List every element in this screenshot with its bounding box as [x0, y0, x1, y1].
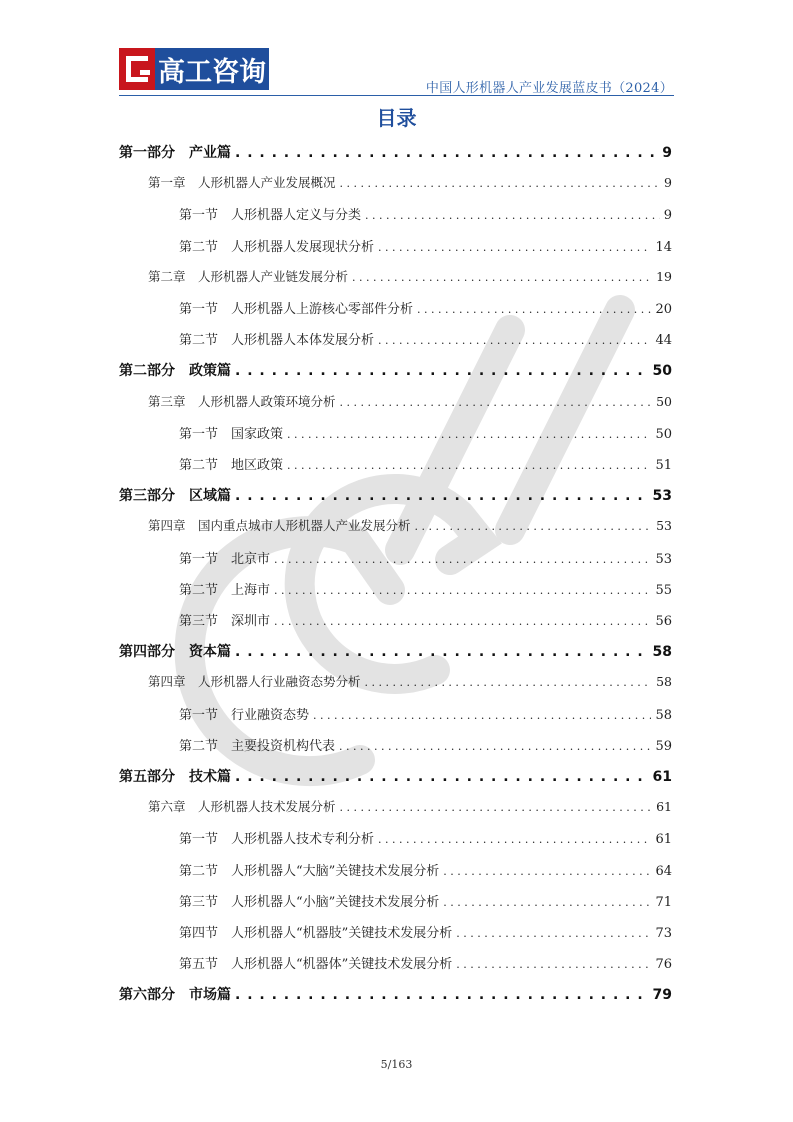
toc-entry-page: 19 [656, 268, 672, 284]
toc-leader-dots [365, 676, 653, 689]
toc-leader-dots [340, 801, 653, 814]
toc-leader-dots [274, 584, 651, 597]
toc-entry-page: 50 [652, 363, 672, 380]
toc-leader-dots [340, 177, 661, 190]
toc-section-entry[interactable] [179, 423, 672, 445]
toc-leader-dots [339, 740, 651, 753]
toc-entry-page: 59 [655, 738, 672, 754]
toc-heading: 目录 [376, 106, 417, 130]
toc-entry-page: 64 [655, 863, 672, 879]
toc-section-entry[interactable] [179, 891, 672, 913]
toc-entry-label: 第二节 地区政策 [179, 458, 284, 473]
toc-entry-label: 第四章 人形机器人行业融资态势分析 [148, 674, 361, 690]
toc-entry-label: 第六章 人形机器人技术发展分析 [148, 799, 336, 815]
toc-entry-page: 50 [655, 426, 672, 442]
toc-entry-page: 14 [655, 239, 672, 255]
toc-entry-page: 79 [652, 987, 672, 1004]
toc-leader-dots [235, 769, 649, 785]
toc-section-entry[interactable] [179, 298, 672, 320]
toc-entry-page: 44 [655, 333, 672, 349]
toc-entry-page: 71 [655, 894, 672, 910]
toc-leader-dots [443, 896, 651, 909]
toc-entry-label: 第二部分 政策篇 [119, 363, 231, 380]
toc-entry-label: 第一章 人形机器人产业发展概况 [148, 175, 336, 191]
toc-entry-label: 第一节 人形机器人定义与分类 [179, 208, 362, 224]
toc-entry-page: 53 [656, 518, 672, 534]
toc-entry-page: 56 [655, 614, 672, 629]
toc-leader-dots [235, 987, 649, 1003]
toc-entry-label: 第二节 主要投资机构代表 [179, 738, 336, 754]
logo-text: 高工咨询 [155, 48, 269, 90]
toc-leader-dots [235, 145, 658, 161]
toc-entry-label: 第四部分 资本篇 [119, 644, 231, 661]
toc-leader-dots [415, 520, 653, 533]
toc-entry-label: 第一部分 产业篇 [119, 145, 231, 161]
toc-entry-page: 61 [652, 769, 672, 785]
toc-section-entry[interactable] [179, 329, 672, 351]
toc-part-entry[interactable] [119, 766, 672, 788]
toc-entry-label: 第二节 人形机器人“大脑”关键技术发展分析 [179, 863, 440, 879]
toc-entry-label: 第三节 人形机器人“小脑”关键技术发展分析 [179, 894, 440, 910]
toc-entry-label: 第二章 人形机器人产业链发展分析 [148, 268, 349, 284]
toc-leader-dots [378, 241, 651, 254]
page-header [0, 0, 793, 100]
toc-leader-dots [287, 428, 651, 441]
toc-entry-label: 第五节 人形机器人“机器体”关键技术发展分析 [179, 957, 453, 973]
toc-entry-page: 20 [655, 302, 672, 317]
toc-part-entry[interactable] [119, 360, 672, 382]
toc-entry-page: 53 [652, 488, 672, 505]
toc-leader-dots [313, 709, 651, 722]
toc-entry-label: 第一节 人形机器人技术专利分析 [179, 832, 375, 848]
toc-entry-page: 53 [655, 551, 672, 567]
toc-leader-dots [235, 363, 649, 379]
toc-chapter-entry[interactable] [148, 173, 672, 195]
toc-leader-dots [456, 927, 651, 940]
toc-entry-label: 第五部分 技术篇 [119, 769, 231, 785]
toc-entry-page: 55 [655, 582, 672, 598]
toc-entry-label: 第三章 人形机器人政策环境分析 [148, 393, 336, 409]
logo-g-icon [119, 48, 155, 90]
toc-section-entry[interactable] [179, 735, 672, 757]
toc-part-entry[interactable] [119, 984, 672, 1006]
toc-entry-label: 第二节 上海市 [179, 582, 271, 598]
toc-entry-label: 第二节 人形机器人本体发展分析 [179, 333, 375, 349]
toc-section-entry[interactable] [179, 953, 672, 975]
page-number: 5/163 [380, 1058, 413, 1071]
toc-section-entry[interactable] [179, 579, 672, 601]
toc-part-entry[interactable] [119, 641, 672, 663]
toc-leader-dots [235, 644, 649, 660]
toc-entry-label: 第三节 深圳市 [179, 614, 271, 629]
company-logo [119, 48, 269, 90]
toc-entry-page: 9 [664, 175, 672, 191]
toc-entry-label: 第二节 人形机器人发展现状分析 [179, 239, 375, 255]
toc-section-entry[interactable] [179, 860, 672, 882]
toc-leader-dots [456, 958, 651, 971]
toc-leader-dots [352, 271, 652, 284]
header-divider [119, 95, 674, 96]
toc-entry-page: 58 [655, 707, 672, 723]
toc-entry-label: 第四节 人形机器人“机器肢”关键技术发展分析 [179, 926, 453, 941]
toc-part-entry[interactable] [119, 142, 672, 164]
toc-entry-page: 73 [655, 926, 672, 941]
toc-entry-label: 第一节 北京市 [179, 551, 271, 567]
toc-entry-page: 58 [656, 674, 672, 690]
toc-leader-dots [378, 833, 651, 846]
toc-section-entry[interactable] [179, 204, 672, 226]
toc-section-entry[interactable] [179, 922, 672, 944]
toc-entry-page: 51 [655, 458, 672, 473]
toc-entry-page: 9 [663, 208, 672, 224]
toc-entry-page: 61 [655, 832, 672, 848]
toc-entry-page: 50 [656, 393, 672, 409]
toc-entry-label: 第六部分 市场篇 [119, 987, 231, 1004]
toc-entry-label: 第一节 国家政策 [179, 426, 284, 442]
toc-entry-label: 第一节 人形机器人上游核心零部件分析 [179, 302, 414, 317]
toc-section-entry[interactable] [179, 548, 672, 570]
toc-leader-dots [378, 334, 651, 347]
toc-leader-dots [274, 553, 651, 566]
toc-entry-label: 第四章 国内重点城市人形机器人产业发展分析 [148, 518, 411, 534]
toc-section-entry[interactable] [179, 454, 672, 476]
document-title: 中国人形机器人产业发展蓝皮书（2024） [425, 81, 673, 96]
toc-chapter-entry[interactable] [148, 392, 672, 414]
toc-leader-dots [274, 615, 651, 628]
toc-entry-label: 第三部分 区域篇 [119, 488, 231, 505]
toc-leader-dots [365, 209, 660, 222]
toc-part-entry[interactable] [119, 485, 672, 507]
toc-leader-dots [417, 303, 651, 316]
toc-section-entry[interactable] [179, 236, 672, 258]
toc-entry-label: 第一节 行业融资态势 [179, 707, 310, 723]
toc-leader-dots [443, 865, 651, 878]
toc-section-entry[interactable] [179, 828, 672, 850]
toc-section-entry[interactable] [179, 610, 672, 632]
toc-leader-dots [287, 459, 651, 472]
toc-entry-page: 76 [655, 957, 672, 973]
toc-chapter-entry[interactable] [148, 797, 672, 819]
toc-chapter-entry[interactable] [148, 672, 672, 694]
toc-entry-page: 61 [656, 799, 672, 815]
toc-section-entry[interactable] [179, 704, 672, 726]
toc-entry-page: 58 [652, 644, 672, 661]
toc-chapter-entry[interactable] [148, 516, 672, 538]
toc-leader-dots [235, 488, 649, 504]
toc-leader-dots [340, 396, 653, 409]
toc-chapter-entry[interactable] [148, 267, 672, 289]
toc-entry-page: 9 [662, 145, 672, 161]
